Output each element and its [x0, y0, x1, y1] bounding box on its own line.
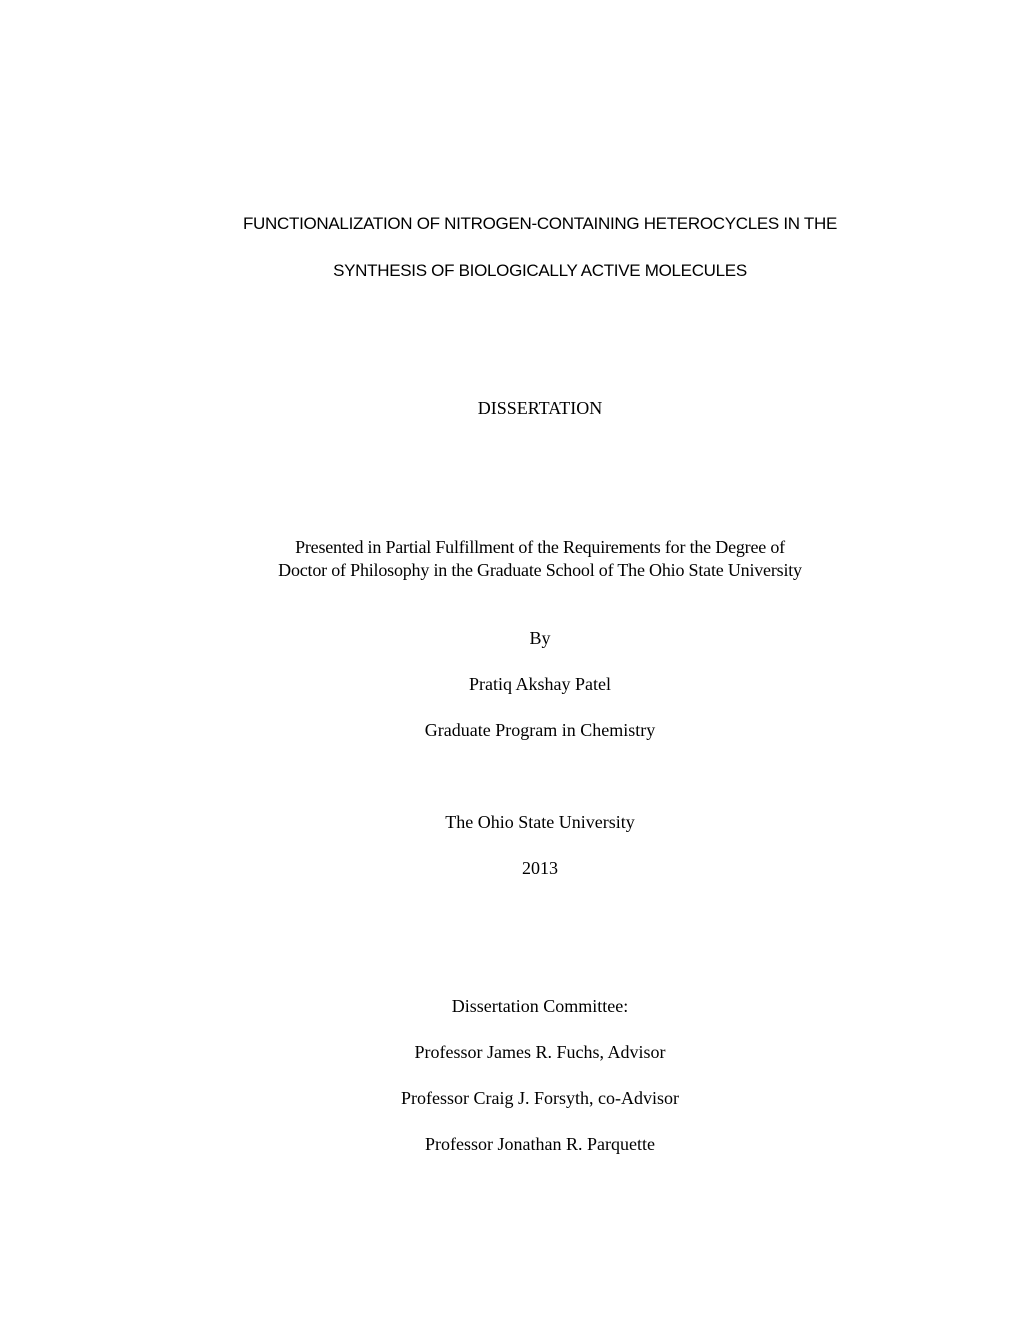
title-line-2: SYNTHESIS OF BIOLOGICALLY ACTIVE MOLECULES: [333, 261, 747, 280]
committee-member: Professor James R. Fuchs, Advisor: [414, 1042, 666, 1062]
fulfillment-line-2: Doctor of Philosophy in the Graduate School of The Ohio State University: [278, 560, 802, 580]
committee-member: Professor Craig J. Forsyth, co-Advisor: [401, 1088, 679, 1108]
committee-member: Professor Jonathan R. Parquette: [425, 1134, 655, 1154]
document-type: DISSERTATION: [477, 398, 603, 418]
committee-heading: Dissertation Committee:: [451, 996, 629, 1016]
fulfillment-line-1: Presented in Partial Fulfillment of the Requirements for the Degree of: [295, 537, 785, 557]
by-label: By: [529, 628, 551, 648]
year: 2013: [522, 858, 558, 878]
author-name: Pratiq Akshay Patel: [469, 674, 611, 694]
title-line-1: FUNCTIONALIZATION OF NITROGEN-CONTAINING HETEROCYCLES IN THE: [242, 214, 838, 233]
graduate-program: Graduate Program in Chemistry: [424, 720, 656, 740]
university-name: The Ohio State University: [445, 812, 635, 832]
